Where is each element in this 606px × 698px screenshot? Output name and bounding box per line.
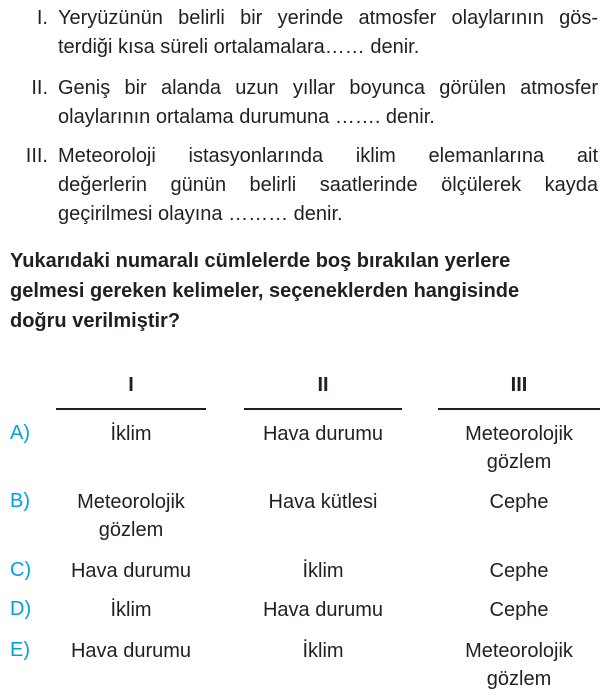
column-header-i: I xyxy=(128,374,134,396)
statement-line: Meteoroloji istasyonlarında iklim elemanlarına ait xyxy=(58,145,598,167)
option-b-col-iii xyxy=(438,488,600,516)
option-c-col-ii xyxy=(244,557,402,585)
option-d-col-i xyxy=(56,596,206,624)
option-e-col-iii xyxy=(438,637,600,693)
statement-number: I. xyxy=(36,7,48,29)
option-e-letter[interactable]: E) xyxy=(10,639,30,661)
cell-text: Meteorolojik xyxy=(465,423,573,445)
option-d-col-iii xyxy=(438,596,600,624)
question-text xyxy=(10,246,600,336)
cell-text: Hava durumu xyxy=(262,599,384,621)
cell-text: Meteorolojik xyxy=(465,640,573,662)
column-header-iii: III xyxy=(510,374,528,396)
cell-text: İklim xyxy=(110,423,152,445)
option-d-col-ii xyxy=(244,596,402,624)
cell-text: İklim xyxy=(110,599,152,621)
column-header-ii: II xyxy=(317,374,329,396)
cell-text: Cephe xyxy=(489,560,549,582)
option-b-col-i xyxy=(56,488,206,544)
option-a-letter[interactable]: A) xyxy=(10,422,30,444)
option-b-col-ii xyxy=(244,488,402,516)
statement-text xyxy=(58,4,598,62)
statement-text xyxy=(58,74,598,132)
option-c-col-i xyxy=(56,557,206,585)
cell-text: İklim xyxy=(302,560,344,582)
column-rule xyxy=(438,408,600,410)
option-e-col-i xyxy=(56,637,206,665)
statement-line: olaylarının ortalama durumuna ……. denir. xyxy=(58,106,435,128)
option-c-col-iii xyxy=(438,557,600,585)
statement-number: II. xyxy=(31,77,48,99)
statement-line: Yeryüzünün belirli bir yerinde atmosfer olaylarının gös- xyxy=(58,7,598,29)
statement-line: terdiği kısa süreli ortalamalara…… denir. xyxy=(58,36,420,58)
question-line: doğru verilmiştir? xyxy=(10,310,181,332)
option-c-letter[interactable]: C) xyxy=(10,559,32,581)
cell-text: İklim xyxy=(302,640,344,662)
option-a-col-i xyxy=(56,420,206,448)
option-d-letter[interactable]: D) xyxy=(10,598,32,620)
statement-text xyxy=(58,142,598,229)
cell-text: Meteorolojik xyxy=(77,491,185,513)
question-line: gelmesi gereken kelimeler, seçeneklerden hangisinde xyxy=(10,280,520,302)
option-a-col-iii xyxy=(438,420,600,476)
option-a-col-ii xyxy=(244,420,402,448)
option-b-letter[interactable]: B) xyxy=(10,490,30,512)
option-e-col-ii xyxy=(244,637,402,665)
cell-text: gözlem xyxy=(98,519,164,541)
cell-text: gözlem xyxy=(486,451,552,473)
cell-text: Hava durumu xyxy=(70,640,192,662)
cell-text: Hava durumu xyxy=(70,560,192,582)
question-line: Yukarıdaki numaralı cümlelerde boş bırakılan yerlere xyxy=(10,250,511,272)
cell-text: Cephe xyxy=(489,491,549,513)
column-rule xyxy=(56,408,206,410)
column-rule xyxy=(244,408,402,410)
cell-text: gözlem xyxy=(486,668,552,690)
statement-number: III. xyxy=(25,145,48,167)
statement-line: değerlerin günün belirli saatlerinde ölçülerek kayda xyxy=(58,174,598,196)
cell-text: Hava durumu xyxy=(262,423,384,445)
cell-text: Cephe xyxy=(489,599,549,621)
statement-line: geçirilmesi olayına ……… denir. xyxy=(58,203,343,225)
statement-line: Geniş bir alanda uzun yıllar boyunca görülen atmosfer xyxy=(58,77,598,99)
cell-text: Hava kütlesi xyxy=(268,491,378,513)
